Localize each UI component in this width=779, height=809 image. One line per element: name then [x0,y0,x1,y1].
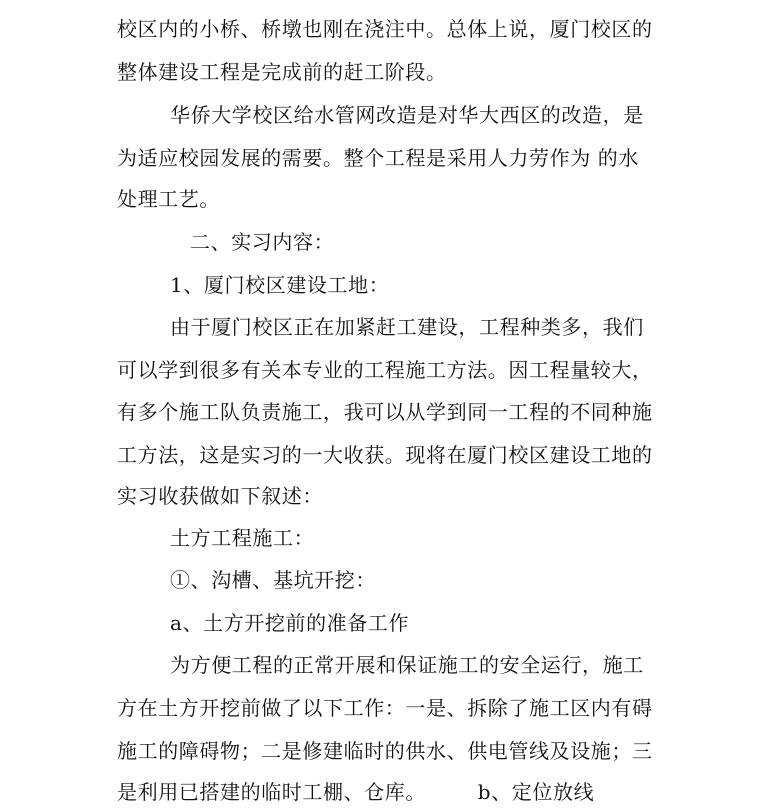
text-line: 是利用已搭建的临时工棚、仓库。 b、定位放线 [117,780,595,804]
text-line: 实习收获做如下叙述： [117,484,323,508]
text-line: 为适应校园发展的需要。整个工程是采用人力劳作为 的水 [117,146,639,170]
list-item-heading: a、土方开挖前的准备工作 [170,611,410,635]
text-line: 可以学到很多有关本专业的工程施工方法。因工程量较大， [117,358,653,382]
text-line: 华侨大学校区给水管网改造是对华大西区的改造，是 [170,103,644,127]
text-line: 有多个施工队负责施工，我可以从学到同一工程的不同种施 [117,400,653,424]
list-heading: ①、沟槽、基坑开挖： [170,568,376,592]
text-line: 为方便工程的正常开展和保证施工的安全运行，施工 [170,653,644,677]
section-heading: 二、实习内容： [190,230,335,254]
subsection-heading: 1、厦门校区建设工地： [170,273,390,297]
subsection-heading: 土方工程施工： [170,526,315,550]
text-line: 施工的障碍物；二是修建临时的供水、供电管线及设施；三 [117,739,653,763]
text-line: 校区内的小桥、桥墩也刚在浇注中。总体上说，厦门校区的 [117,17,653,41]
text-line: 整体建设工程是完成前的赶工阶段。 [117,60,447,84]
text-line: 由于厦门校区正在加紧赶工建设，工程种类多，我们 [170,315,644,339]
text-line: 处理工艺。 [117,187,220,211]
text-line: 方在土方开挖前做了以下工作：一是、拆除了施工区内有碍 [117,696,653,720]
text-line: 工方法，这是实习的一大收获。现将在厦门校区建设工地的 [117,443,653,467]
